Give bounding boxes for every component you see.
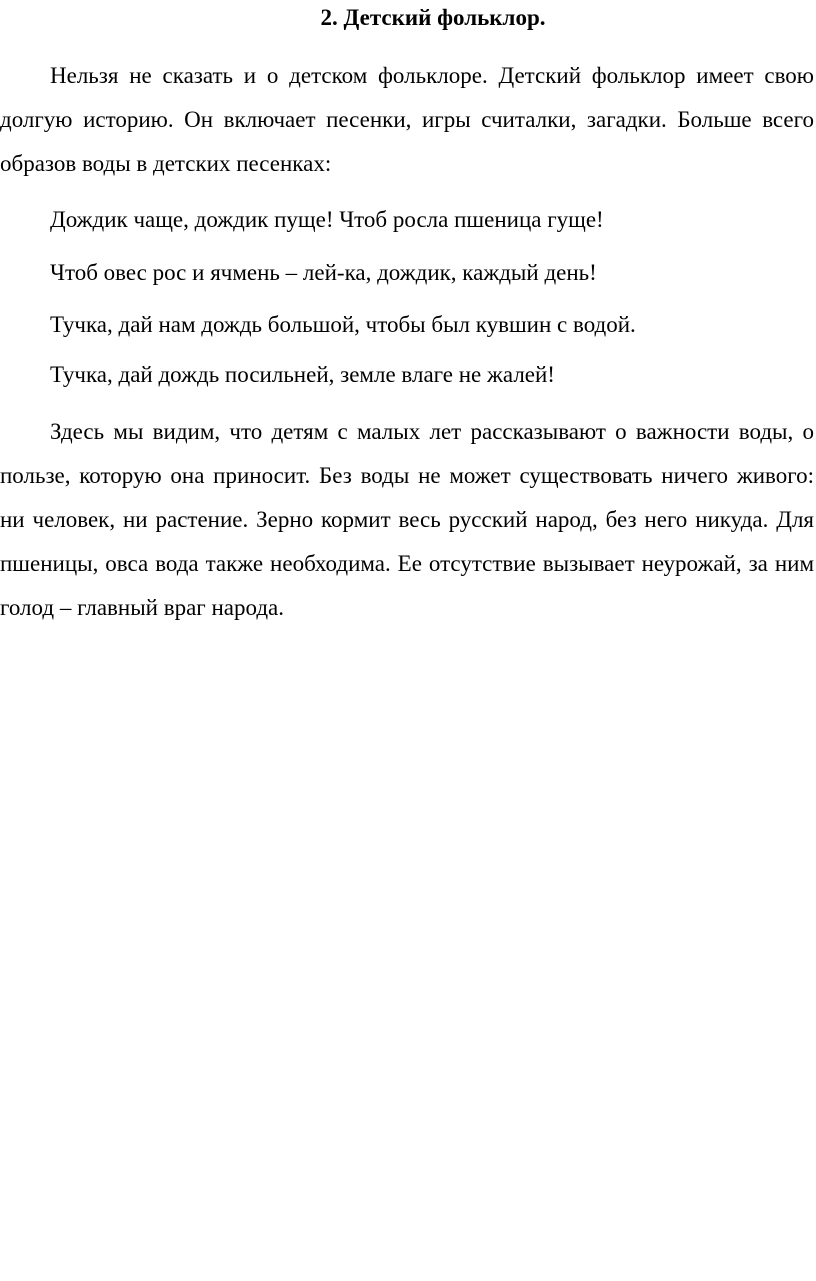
verse-line-4: Тучка, дай дождь посильней, земле влаге не жалей! [50, 362, 555, 387]
verse-line-3: Тучка, дай нам дождь большой, чтобы был кувшин с водой. [50, 312, 636, 337]
intro-paragraph: Нельзя не сказать и о детском фольклоре. Детский фольклор имеет свою долгую историю. Он включает песенки, игры считалки, загадки. Больше всего образов воды в детских песенках: [0, 63, 814, 176]
closing-paragraph: Здесь мы видим, что детям с малых лет рассказывают о важности воды, о пользе, которую она приносит. Без воды не может существовать ничего живого: ни человек, ни растение. Зерно кормит весь русский народ, без него никуда. Для пшеницы, овса вода также необходима. Ее отсутствие вызывает неурожай, за ним голод – главный враг народа. [0, 419, 814, 620]
section-title: 2. Детский фольклор. [320, 5, 546, 30]
verse-line-2: Чтоб овес рос и ячмень – лей-ка, дождик, каждый день! [50, 260, 597, 285]
verse-line-1: Дождик чаще, дождик пуще! Чтоб росла пшеница гуще! [50, 207, 604, 232]
